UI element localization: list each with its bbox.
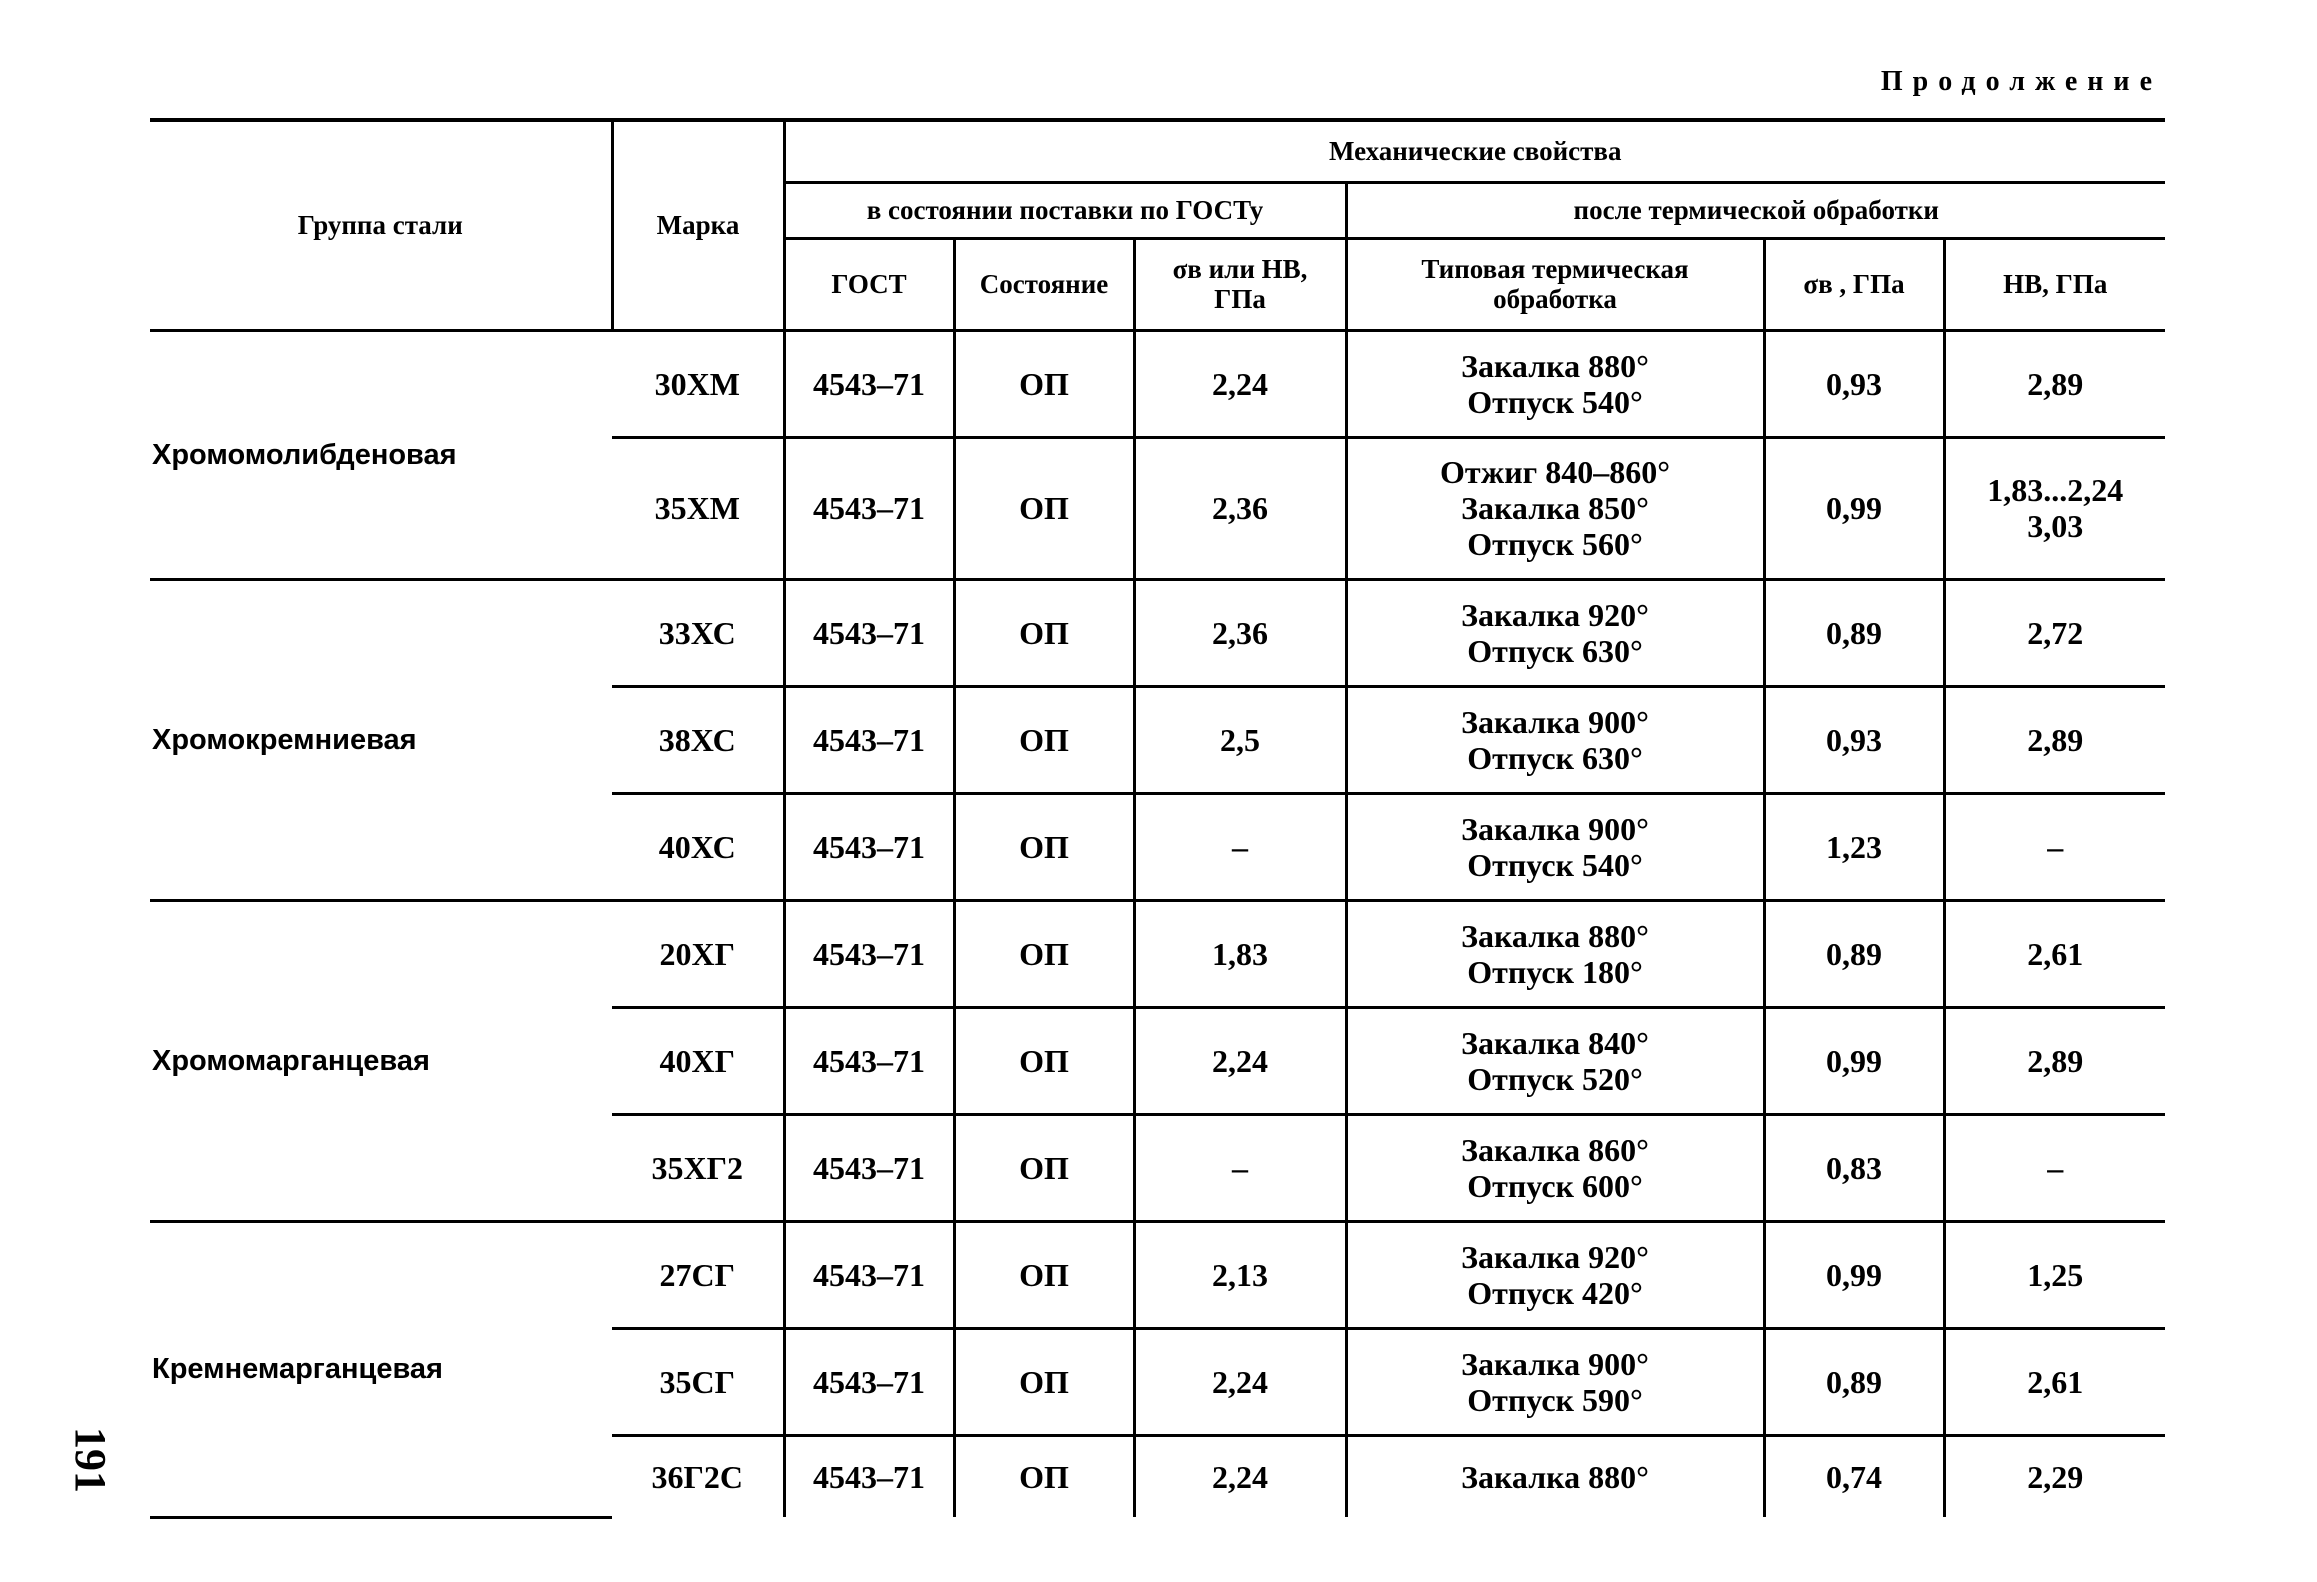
heat-treatment-step: Отпуск 540°: [1467, 383, 1643, 420]
state-cell: ОП: [954, 579, 1134, 686]
hb-value: 2,89: [2027, 1042, 2084, 1079]
heat-treatment-step: Закалка 920°: [1461, 1238, 1649, 1275]
hb-cell: [1944, 330, 2165, 437]
hb-value: 3,03: [2027, 508, 2084, 544]
page-number: 191: [66, 1427, 115, 1493]
heat-treatment-step: Закалка 850°: [1461, 490, 1649, 526]
heat-treatment-cell: [1346, 579, 1764, 686]
heat-treatment-step: Отпуск 420°: [1467, 1274, 1643, 1311]
hb-cell: [1944, 793, 2165, 900]
delivery-sigma-hb-cell: 2,24: [1134, 1007, 1346, 1114]
hb-cell: [1944, 579, 2165, 686]
steel-mark-cell: 40ХС: [612, 793, 784, 900]
state-cell: ОП: [954, 437, 1134, 579]
gost-cell: 4543–71: [784, 793, 954, 900]
steel-mark-cell: 35ХГ2: [612, 1114, 784, 1221]
heat-treatment-step: Отпуск 180°: [1467, 953, 1643, 990]
gost-cell: 4543–71: [784, 1007, 954, 1114]
table-body: [150, 330, 2165, 1517]
table-row: [150, 900, 2165, 1007]
steel-group-name: Хромомолибденовая: [150, 330, 612, 579]
heat-treatment-step: Закалка 920°: [1461, 596, 1649, 633]
delivery-sigma-hb-cell: 2,24: [1134, 1435, 1346, 1517]
heat-treatment-step: Закалка 880°: [1461, 347, 1649, 384]
steel-properties-table: [150, 118, 2165, 1519]
steel-mark-cell: 30ХМ: [612, 330, 784, 437]
sigma-cell: 0,89: [1764, 579, 1944, 686]
heat-treatment-cell: [1346, 1221, 1764, 1328]
heat-treatment-step: Закалка 900°: [1461, 703, 1649, 740]
heat-treatment-cell: [1346, 793, 1764, 900]
col-header-gost: ГОСТ: [784, 238, 954, 330]
heat-treatment-step: Отпуск 540°: [1467, 846, 1643, 883]
gost-cell: 4543–71: [784, 1328, 954, 1435]
heat-treatment-cell: [1346, 1007, 1764, 1114]
table-row: [150, 330, 2165, 437]
heat-treatment-cell: [1346, 900, 1764, 1007]
heat-treatment-cell: [1346, 1328, 1764, 1435]
delivery-sigma-hb-cell: 2,36: [1134, 579, 1346, 686]
delivery-sigma-hb-cell: 2,13: [1134, 1221, 1346, 1328]
col-header-hb: НВ, ГПа: [1944, 238, 2165, 330]
heat-treatment-step: Закалка 900°: [1461, 1345, 1649, 1382]
hb-cell: [1944, 1435, 2165, 1517]
heat-treatment-step: Закалка 840°: [1461, 1024, 1649, 1061]
hb-value: 2,89: [2027, 365, 2084, 402]
delivery-sigma-hb-cell: 2,24: [1134, 1328, 1346, 1435]
heat-treatment-step: Отпуск 590°: [1467, 1381, 1643, 1418]
hb-cell: [1944, 1221, 2165, 1328]
steel-group-name: Кремнемарганцевая: [150, 1221, 612, 1517]
hb-cell: [1944, 900, 2165, 1007]
steel-group-name: Хромомарганцевая: [150, 900, 612, 1221]
heat-treatment-step: Закалка 900°: [1461, 810, 1649, 847]
table-header: [150, 120, 2165, 330]
col-header-group: Группа стали: [150, 120, 612, 330]
state-cell: ОП: [954, 1328, 1134, 1435]
col-header-delivery: в состоянии поставки по ГОСТу: [784, 182, 1346, 238]
hb-value: 2,89: [2027, 721, 2084, 758]
hb-cell: [1944, 437, 2165, 579]
col-header-mechanical: Механические свойства: [784, 120, 2165, 182]
heat-treatment-step: Закалка 860°: [1461, 1131, 1649, 1168]
col-header-mark: Марка: [612, 120, 784, 330]
heat-treatment-step: Отпуск 630°: [1467, 739, 1643, 776]
steel-mark-cell: 35СГ: [612, 1328, 784, 1435]
sigma-cell: 0,93: [1764, 686, 1944, 793]
heat-treatment-cell: [1346, 686, 1764, 793]
hb-value: 2,61: [2027, 935, 2084, 972]
steel-mark-cell: 36Г2С: [612, 1435, 784, 1517]
delivery-sigma-hb-cell: 1,83: [1134, 900, 1346, 1007]
state-cell: ОП: [954, 1221, 1134, 1328]
gost-cell: 4543–71: [784, 330, 954, 437]
hb-cell: [1944, 1328, 2165, 1435]
steel-mark-cell: 35ХМ: [612, 437, 784, 579]
sigma-cell: 0,74: [1764, 1435, 1944, 1517]
sigma-cell: 0,93: [1764, 330, 1944, 437]
steel-mark-cell: 38ХС: [612, 686, 784, 793]
hb-cell: [1944, 1007, 2165, 1114]
hb-value: 2,72: [2027, 614, 2084, 651]
state-cell: ОП: [954, 1007, 1134, 1114]
table-row: [150, 579, 2165, 686]
gost-cell: 4543–71: [784, 579, 954, 686]
sigma-cell: 0,89: [1764, 1328, 1944, 1435]
continuation-label: Продолжение: [1880, 66, 2162, 97]
steel-mark-cell: 33ХС: [612, 579, 784, 686]
col-header-treatment: Типовая термическая обработка: [1346, 238, 1764, 330]
gost-cell: 4543–71: [784, 1114, 954, 1221]
state-cell: ОП: [954, 330, 1134, 437]
sigma-cell: 1,23: [1764, 793, 1944, 900]
sigma-cell: 0,99: [1764, 437, 1944, 579]
gost-cell: 4543–71: [784, 686, 954, 793]
sigma-cell: 0,83: [1764, 1114, 1944, 1221]
heat-treatment-step: Отпуск 630°: [1467, 632, 1643, 669]
heat-treatment-cell: [1346, 1435, 1764, 1517]
steel-mark-cell: 20ХГ: [612, 900, 784, 1007]
state-cell: ОП: [954, 900, 1134, 1007]
hb-value: 1,83...2,24: [1987, 472, 2124, 508]
sigma-cell: 0,99: [1764, 1221, 1944, 1328]
heat-treatment-step: Отжиг 840–860°: [1440, 454, 1670, 490]
delivery-sigma-hb-cell: –: [1134, 793, 1346, 900]
delivery-sigma-hb-cell: 2,5: [1134, 686, 1346, 793]
hb-value: 2,29: [2027, 1458, 2084, 1495]
state-cell: ОП: [954, 1435, 1134, 1517]
steel-group-name: Хромокремниевая: [150, 579, 612, 900]
col-header-sigma-hb: σв или НВ, ГПа: [1134, 238, 1346, 330]
hb-cell: [1944, 686, 2165, 793]
steel-mark-cell: 27СГ: [612, 1221, 784, 1328]
heat-treatment-cell: [1346, 437, 1764, 579]
gost-cell: 4543–71: [784, 1435, 954, 1517]
gost-cell: 4543–71: [784, 437, 954, 579]
hb-value: 2,61: [2027, 1363, 2084, 1400]
heat-treatment-cell: [1346, 330, 1764, 437]
delivery-sigma-hb-cell: –: [1134, 1114, 1346, 1221]
state-cell: ОП: [954, 686, 1134, 793]
hb-cell: [1944, 1114, 2165, 1221]
col-header-sigma: σв , ГПа: [1764, 238, 1944, 330]
hb-value: 1,25: [2027, 1256, 2084, 1293]
sigma-cell: 0,99: [1764, 1007, 1944, 1114]
steel-mark-cell: 40ХГ: [612, 1007, 784, 1114]
gost-cell: 4543–71: [784, 900, 954, 1007]
col-header-after-heat: после термической обработки: [1346, 182, 2165, 238]
sigma-cell: 0,89: [1764, 900, 1944, 1007]
heat-treatment-step: Отпуск 520°: [1467, 1060, 1643, 1097]
heat-treatment-step: Закалка 880°: [1461, 917, 1649, 954]
col-header-state: Состояние: [954, 238, 1134, 330]
delivery-sigma-hb-cell: 2,24: [1134, 330, 1346, 437]
heat-treatment-step: Отпуск 600°: [1467, 1167, 1643, 1204]
delivery-sigma-hb-cell: 2,36: [1134, 437, 1346, 579]
state-cell: ОП: [954, 793, 1134, 900]
table-row: [150, 1221, 2165, 1328]
gost-cell: 4543–71: [784, 1221, 954, 1328]
state-cell: ОП: [954, 1114, 1134, 1221]
heat-treatment-step: Отпуск 560°: [1467, 526, 1643, 562]
heat-treatment-cell: [1346, 1114, 1764, 1221]
hb-value: –: [2047, 828, 2064, 865]
hb-value: –: [2047, 1149, 2064, 1186]
heat-treatment-step: Закалка 880°: [1461, 1458, 1649, 1495]
